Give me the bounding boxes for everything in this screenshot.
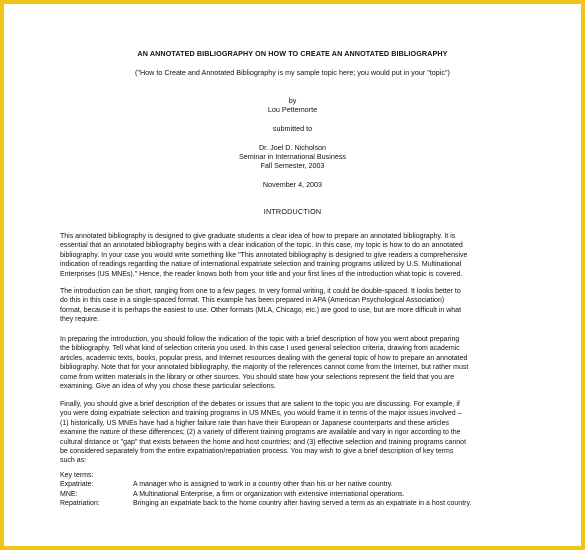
recipient-semester: Fall Semester, 2003 (260, 161, 325, 170)
paragraph-line: examine the nature of these differences; (2) a variety of different training programs are available and vary in rigor according to the (60, 429, 461, 437)
recipient-course: Seminar in International Business (238, 152, 347, 161)
paragraph-line: (1) historically, US MNEs have had a higher failure rate than have their European or Japanese counterparts and these articles (60, 419, 449, 427)
document-subtitle: ("How to Create and Annotated Bibliography is my sample topic here; you would put in your "topic") (135, 68, 450, 77)
paragraph-line: This annotated bibliography is designed to give graduate students a clear idea of how to prepare an annotated bibliography. It is (60, 233, 456, 240)
key-term: Expatriate: (60, 481, 94, 489)
paragraph-line: The introduction can be short, ranging from one to a few pages. In very formal writing, it could be double-spaced. It looks better to (60, 288, 461, 295)
document-date: November 4, 2003 (262, 180, 323, 189)
paragraph-line: examining. Give an idea of why you chose these particular selections. (60, 382, 276, 390)
paragraph-line: Finally, you should give a brief description of the debates or issues that are salient to the topic you are discussing. For example, if (60, 401, 460, 408)
paragraph-line: the bibliography. Tell what kind of selection criteria you used. In this case I used general selection criteria, drawing from academic (60, 345, 460, 353)
paragraph-2 (60, 287, 530, 325)
paragraph-4 (60, 400, 530, 466)
key-term: MNE: (60, 490, 78, 498)
author-name: Lou Pettemorte (267, 105, 318, 114)
paragraph-line: indication of readings regarding the nature of international expatriate selection and training programs utilized by U.S. Multinational (60, 261, 462, 269)
key-term-row (60, 499, 472, 508)
paragraph-line: they require. (60, 316, 99, 324)
paragraph-line: In preparing the introduction, you should follow the indication of the topic with a brief description of how you went about preparing (60, 336, 460, 343)
by-line: by (288, 96, 297, 105)
key-term-row (60, 480, 393, 489)
key-terms-label (60, 471, 93, 480)
paragraph-line: bibliography. In your case you would write something like "This annotated bibliography is designed to give readers a comprehensive (60, 251, 468, 259)
paragraph-line: format, because it is perhaps the easiest to use. Other formats (MLA, Chicago, etc.) are good to use, but are more difficult in what (60, 306, 462, 314)
recipient-name: Dr. Joel D. Nicholson (258, 143, 327, 152)
key-term-definition: A manager who is assigned to work in a country other than his or her native country. (133, 481, 393, 489)
key-term-definition: Bringing an expatriate back to the home country after having served a term as an expatriate in a host country. (133, 500, 472, 508)
paragraph-line: essential that an annotated bibliography begins with a clear indication of the topic. In this case, my topic is how to do an annotated (60, 242, 463, 250)
paragraph-line: be considered separately from the entire expatriation/repatriation process. You may wish to give a brief description of key terms (60, 447, 454, 455)
paragraph-line: cultural distance or "gap" that exists between the home and host countries; and (3) effective selection and training programs cannot (60, 438, 467, 446)
section-heading: INTRODUCTION (263, 207, 322, 216)
paragraph-line: Enterprises (US MNEs)." Hence, the reader knows both from your title and your first lines of the introduction what topic is covered. (60, 270, 463, 278)
paragraph-line: bibliography. Note that for your annotated bibliography, the majority of the references cannot come from the Internet, but rather must (60, 364, 469, 372)
key-terms (60, 471, 472, 509)
paragraph-line: come from written materials in the library or other sources. You should state how your selections represent the field that you are (60, 373, 455, 381)
paragraph-1 (60, 232, 530, 279)
document-title: AN ANNOTATED BIBLIOGRAPHY ON HOW TO CREATE AN ANNOTATED BIBLIOGRAPHY (137, 49, 448, 58)
paragraph-line: do this in this case in a single-spaced format. This example has been prepared in APA (American Psychological Association) (60, 297, 445, 305)
paragraph-line: articles, academic texts, books, popular press, and Internet resources dealing with the general topic of how to prepare an annotated (60, 354, 468, 362)
submitted-to-line: submitted to (272, 124, 313, 133)
key-terms-heading: Key terms: (60, 472, 94, 479)
key-term-definition: A Multinational Enterprise, a firm or organization with extensive international operations. (133, 490, 405, 498)
document-page (4, 4, 581, 546)
key-term-row (60, 490, 405, 499)
paragraph-3 (60, 335, 530, 391)
key-term: Repatriation: (60, 500, 100, 508)
paragraph-line: such as: (60, 457, 87, 465)
paragraph-line: you were doing expatriate selection and training programs in US MNEs, you would frame it in terms of the major issues involved – (60, 410, 462, 418)
